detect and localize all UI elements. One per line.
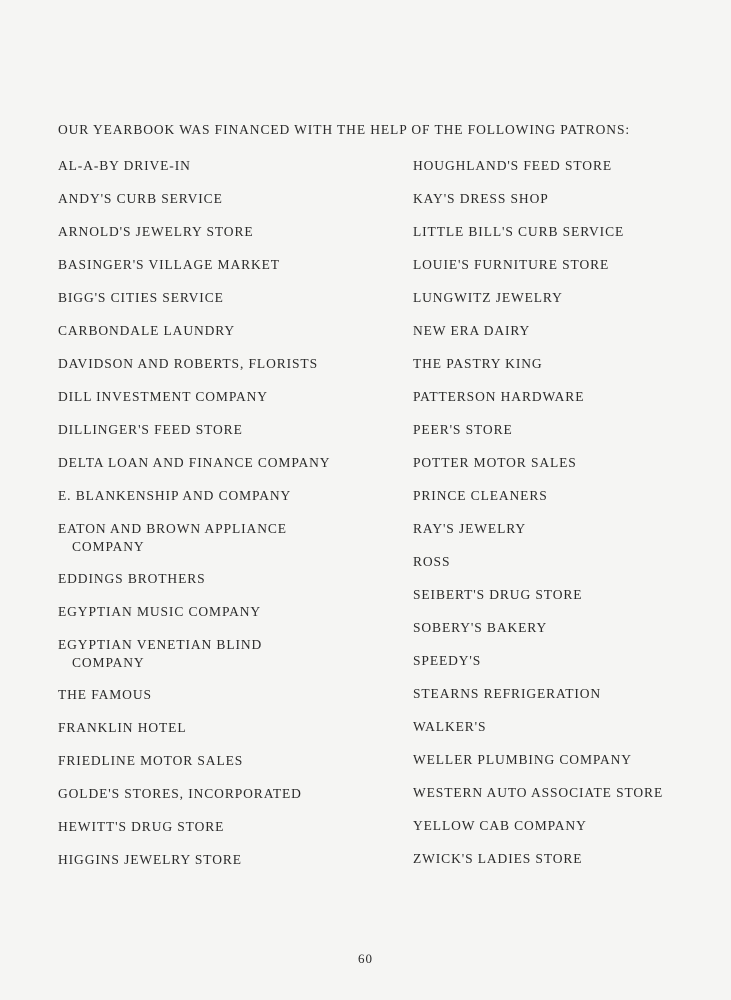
patron-name: THE FAMOUS <box>58 687 152 702</box>
patron-list-item <box>58 223 398 256</box>
patron-name: LOUIE'S FURNITURE STORE <box>413 257 610 272</box>
patron-name: ARNOLD'S JEWELRY STORE <box>58 224 254 239</box>
patron-list-item <box>58 851 398 884</box>
patron-name: HOUGHLAND'S FEED STORE <box>413 158 612 173</box>
patron-name: WESTERN AUTO ASSOCIATE STORE <box>413 785 664 800</box>
patron-name: WALKER'S <box>413 719 487 734</box>
patron-list-item <box>58 388 398 421</box>
patron-name: LUNGWITZ JEWELRY <box>413 290 563 305</box>
patron-list-item <box>58 190 398 223</box>
patron-list-item <box>413 586 713 619</box>
patron-name-continuation: COMPANY <box>72 655 145 670</box>
patron-name: NEW ERA DAIRY <box>413 323 531 338</box>
patron-name: DILL INVESTMENT COMPANY <box>58 389 268 404</box>
patron-name: ANDY'S CURB SERVICE <box>58 191 223 206</box>
patron-list-item <box>413 520 713 553</box>
patron-list-item <box>413 388 713 421</box>
patron-list-item <box>58 752 398 785</box>
patron-name: DILLINGER'S FEED STORE <box>58 422 243 437</box>
patron-list-item <box>413 784 713 817</box>
patron-name: E. BLANKENSHIP AND COMPANY <box>58 488 292 503</box>
page-heading: OUR YEARBOOK WAS FINANCED WITH THE HELP OF THE FOLLOWING PATRONS: <box>58 122 631 137</box>
patron-name: HEWITT'S DRUG STORE <box>58 819 225 834</box>
patron-list-item <box>58 603 398 636</box>
patron-name: KAY'S DRESS SHOP <box>413 191 549 206</box>
patron-list-item <box>413 652 713 685</box>
patron-name: BASINGER'S VILLAGE MARKET <box>58 257 280 272</box>
patron-list-item <box>58 520 398 570</box>
patron-name: ZWICK'S LADIES STORE <box>413 851 583 866</box>
patron-list-item <box>413 619 713 652</box>
patron-name: RAY'S JEWELRY <box>413 521 527 536</box>
patron-name: YELLOW CAB COMPANY <box>413 818 587 833</box>
patron-name: EDDINGS BROTHERS <box>58 571 206 586</box>
patron-name: EGYPTIAN MUSIC COMPANY <box>58 604 262 619</box>
patron-list-right <box>413 157 713 883</box>
patron-name: DAVIDSON AND ROBERTS, FLORISTS <box>58 356 318 371</box>
patron-list-item <box>413 487 713 520</box>
patron-list-item <box>58 322 398 355</box>
patron-name: FRANKLIN HOTEL <box>58 720 187 735</box>
patron-name: AL-A-BY DRIVE-IN <box>58 158 191 173</box>
patron-name: ROSS <box>413 554 451 569</box>
patron-list-item <box>413 817 713 850</box>
patron-list-item <box>413 850 713 883</box>
patron-list-item <box>413 223 713 256</box>
patron-name: DELTA LOAN AND FINANCE COMPANY <box>58 455 331 470</box>
patron-name: PATTERSON HARDWARE <box>413 389 585 404</box>
patron-list-left <box>58 157 398 884</box>
patron-list-item <box>413 553 713 586</box>
patron-list-item <box>413 157 713 190</box>
patron-list-item <box>413 355 713 388</box>
patron-name: POTTER MOTOR SALES <box>413 455 577 470</box>
patron-name: CARBONDALE LAUNDRY <box>58 323 236 338</box>
patron-name: SEIBERT'S DRUG STORE <box>413 587 583 602</box>
patron-list-item <box>58 421 398 454</box>
patron-list-item <box>413 256 713 289</box>
patron-list-item <box>58 487 398 520</box>
patron-list-item <box>413 685 713 718</box>
patron-name: PRINCE CLEANERS <box>413 488 548 503</box>
patron-name-continuation: COMPANY <box>72 539 145 554</box>
patron-list-item <box>413 289 713 322</box>
patron-name: SOBERY'S BAKERY <box>413 620 548 635</box>
patron-name: FRIEDLINE MOTOR SALES <box>58 753 244 768</box>
patron-name: EATON AND BROWN APPLIANCE <box>58 521 287 536</box>
patron-name: THE PASTRY KING <box>413 356 543 371</box>
patron-name: SPEEDY'S <box>413 653 482 668</box>
patron-list-item <box>58 256 398 289</box>
patron-name: HIGGINS JEWELRY STORE <box>58 852 242 867</box>
patron-list-item <box>58 454 398 487</box>
patron-list-item <box>413 718 713 751</box>
patron-list-item <box>413 454 713 487</box>
patron-name: STEARNS REFRIGERATION <box>413 686 602 701</box>
patron-list-item <box>58 289 398 322</box>
patron-name: EGYPTIAN VENETIAN BLIND <box>58 637 263 652</box>
patron-name: WELLER PLUMBING COMPANY <box>413 752 632 767</box>
patron-name: BIGG'S CITIES SERVICE <box>58 290 224 305</box>
patron-list-item <box>413 421 713 454</box>
patron-name: LITTLE BILL'S CURB SERVICE <box>413 224 625 239</box>
patron-list-item <box>58 686 398 719</box>
patron-list-item <box>58 636 398 686</box>
patron-list-item <box>413 751 713 784</box>
patron-list-item <box>58 785 398 818</box>
patron-list-item <box>58 157 398 190</box>
patron-name: PEER'S STORE <box>413 422 513 437</box>
patron-list-item <box>58 719 398 752</box>
patron-list-item <box>58 570 398 603</box>
patron-list-item <box>58 355 398 388</box>
page-number: 60 <box>358 951 373 966</box>
patron-list-item <box>413 322 713 355</box>
patron-name: GOLDE'S STORES, INCORPORATED <box>58 786 302 801</box>
patron-list-item <box>413 190 713 223</box>
patron-list-item <box>58 818 398 851</box>
